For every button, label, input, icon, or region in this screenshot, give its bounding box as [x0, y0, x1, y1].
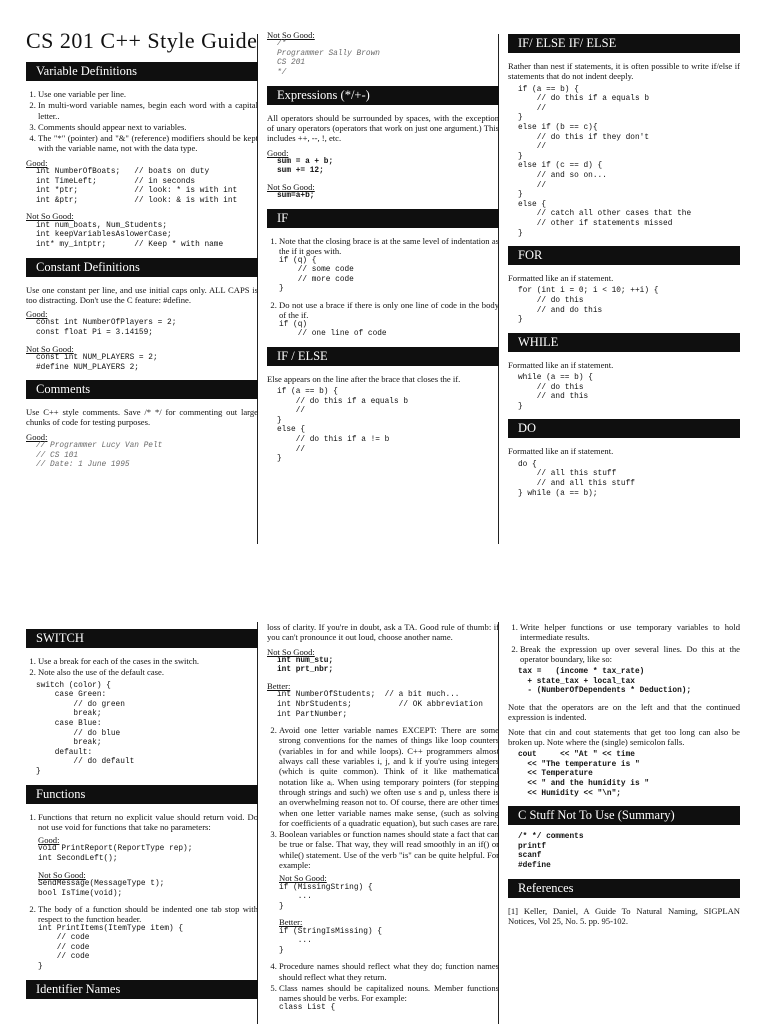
- section-heading-variable-definitions: Variable Definitions: [26, 62, 258, 81]
- not-so-good-label: Not So Good:: [26, 211, 74, 222]
- paragraph: All operators should be surrounded by spaces, with the exception of unary operators (operators that work on just one argument.) This includes ++, --, !, etc.: [267, 112, 499, 144]
- section-heading-do: DO: [508, 419, 740, 438]
- not-so-good-label: Not So Good:: [267, 646, 315, 657]
- section-heading-comments: Comments: [26, 380, 258, 399]
- column-3-top: [508, 30, 740, 504]
- switch-rules: [26, 656, 258, 678]
- paragraph: Note that the operators are on the left and that the continued expression is indented.: [508, 701, 740, 723]
- section-heading-identifier-names: Identifier Names: [26, 980, 258, 999]
- code-block: const int NUM_PLAYERS = 2; #define NUM_PLAYERS 2;: [36, 353, 158, 372]
- code-block: if (StringIsMissing) { ... }: [279, 927, 382, 955]
- section-heading-while: WHILE: [508, 333, 740, 352]
- rule-item: [38, 904, 258, 973]
- long-line-rules: [508, 622, 740, 664]
- good-label: Good:: [26, 157, 48, 168]
- rule-text: The body of a function should be indented one tab stop with respect to the function header.: [38, 904, 258, 925]
- rule-item: 4. Procedure names should reflect what they do; function names should reflect what they return.: [279, 961, 499, 982]
- not-so-good-label: Not So Good:: [38, 869, 86, 880]
- column-1-top: [26, 28, 258, 476]
- good-label: Good:: [38, 835, 60, 846]
- section-heading-expressions: Expressions (*/+-): [267, 86, 499, 105]
- code-block: sum = a + b; sum += 12;: [277, 157, 334, 176]
- section-heading-constant-definitions: Constant Definitions: [26, 258, 258, 277]
- paragraph: Formatted like an if statement.: [508, 273, 614, 284]
- rule-item: 4. The "*" (pointer) and "&" (reference) modifiers should be kept with the variable name, not with the data type.: [38, 133, 258, 154]
- column-2-top: [267, 30, 499, 470]
- code-block: /* Programmer Sally Brown CS 201 */: [277, 40, 380, 78]
- rule-item: [279, 300, 499, 340]
- section-heading-references: References: [508, 879, 740, 898]
- code-block: do { // all this stuff // and all this stuff } while (a == b);: [518, 460, 635, 498]
- paragraph: Else appears on the line after the brace that closes the if.: [267, 373, 461, 384]
- rule-text: Do not use a brace if there is only one line of code in the body of the if.: [279, 299, 499, 321]
- column-2-bottom: [267, 622, 499, 1018]
- code-block: int NumberOfBoats; // boats on duty int TimeLeft; // in seconds int *ptr; // look: * is with int int &ptr; // look: & is with int: [36, 168, 238, 205]
- code-block: switch (color) { case Green: // do green break; case Blue: // do blue break; default: // do default }: [36, 681, 135, 776]
- code-block: while (a == b) { // do this // and this }: [518, 374, 593, 411]
- rule-item: 2. In multi-word variable names, begin each word with a capital letter..: [38, 100, 258, 121]
- code-block: if (MissingString) { ... }: [279, 883, 373, 911]
- code-block: int num_stu; int prt_nbr;: [277, 656, 334, 675]
- code-block: for (int i = 0; i < 10; ++i) { // do this // and do this }: [518, 287, 659, 325]
- rule-item: [279, 236, 499, 295]
- code-block: SendMessage(MessageType t); bool IsTime(void);: [38, 879, 165, 898]
- good-label: Good:: [267, 147, 289, 158]
- code-block: int PrintItems(ItemType item) { // code // code // code }: [38, 924, 184, 972]
- code-block: if (q) { // some code // more code }: [279, 256, 354, 294]
- code-block: void PrintReport(ReportType rep); int SecondLeft();: [38, 845, 193, 864]
- rule-text: Boolean variables or function names should state a fact that can be true or false. That way, they will read smoothly in an if() or while() statement. Use of the verb "is" can be quite helpful. For example:: [279, 829, 499, 871]
- rule-item: [38, 812, 258, 900]
- rule-item: 2. Avoid one letter variable names EXCEPT: There are some strong conventions for the names of things like loop counters (variables in for and while loops). C++ programmers almost always call these variables i, j, and k if you're using integers (which is quite common). Think of it like mathematical notation like aᵢ. When using temporary pointers (for stepping through strings and such) we often use s and p, unless there is an overwhelming reason not to. Of course, there are other times when one letter variable names make sense, (such as solving for coefficients of a quadratic equation), but such cases are rare.: [279, 725, 499, 828]
- rule-text: Class names should be capitalized nouns. Member functions names should be verbs. For example:: [279, 983, 499, 1004]
- good-label: Good:: [26, 431, 48, 442]
- not-so-good-label: Not So Good:: [279, 873, 327, 884]
- better-label: Better:: [267, 681, 291, 692]
- rule-item: 1. Use a break for each of the cases in the switch.: [38, 656, 258, 666]
- code-block: sum=a+b;: [277, 192, 315, 201]
- paragraph: Note that cin and cout statements that get too long can also be broken up. Note where the (single) semicolon falls.: [508, 726, 740, 747]
- variable-rules: [26, 89, 258, 154]
- if-rules: [267, 236, 499, 340]
- code-block: if (q) // one line of code: [279, 320, 387, 339]
- rule-text: Functions that return no explicit value should return void. Do not use void for functions that take no parameters:: [38, 811, 258, 832]
- paragraph: Use one constant per line, and use initial caps only. ALL CAPS is too distracting. Don't use the C feature: #define.: [26, 284, 258, 305]
- rule-item: [279, 983, 499, 1013]
- not-so-good-label: Not So Good:: [26, 343, 74, 354]
- section-heading-functions: Functions: [26, 785, 258, 804]
- section-heading-if: IF: [267, 209, 499, 228]
- paragraph: Use C++ style comments. Save /* */ for commenting out large chunks of code for testing purposes.: [26, 407, 258, 428]
- section-heading-if-else: IF / ELSE: [267, 347, 499, 366]
- code-block: cout << "At " << time << "The temperature is " << Temperature << " and the humidity is " << Humidity << "\n";: [518, 751, 650, 798]
- function-rules: [26, 812, 258, 973]
- code-block: /* */ comments printf scanf #define: [518, 833, 584, 870]
- rule-item: [279, 829, 499, 956]
- column-3-bottom: [508, 622, 740, 930]
- column-1-bottom: [26, 622, 258, 1007]
- rule-item: 3. Comments should appear next to variables.: [38, 122, 258, 132]
- paragraph: Formatted like an if statement.: [508, 359, 614, 370]
- rule-item: 2. Note also the use of the default case.: [38, 667, 258, 677]
- page-title: CS 201 C++ Style Guide: [26, 28, 258, 53]
- code-block: int num_boats, Num_Students; int keepVariablesAslowerCase; int* my_intptr; // Keep * with name: [36, 221, 224, 249]
- better-label: Better:: [279, 917, 303, 928]
- code-block: class List {: [279, 1003, 336, 1012]
- paragraph: loss of clarity. If you're in doubt, ask a TA. Good rule of thumb: if you can't pronounce it out loud, choose another name.: [267, 622, 499, 643]
- code-block: if (a == b) { // do this if a equals b // } else if (b == c){ // do this if they don't // } else if (c == d) { // and so on... // } else { // catch all other cases that the // other if statements missed }: [518, 85, 692, 238]
- section-heading-for: FOR: [508, 246, 740, 265]
- code-block: tax = (income * tax_rate) + state_tax + local_tax - (NumberOfDependents * Deduction);: [518, 668, 692, 696]
- rule-item: 2. Break the expression up over several lines. Do this at the operator boundary, like so:: [520, 644, 740, 665]
- section-heading-c-stuff: C Stuff Not To Use (Summary): [508, 806, 740, 825]
- rule-item: 1. Write helper functions or use temporary variables to hold intermediate results.: [520, 622, 740, 643]
- code-block: if (a == b) { // do this if a equals b // } else { // do this if a != b // }: [277, 387, 409, 464]
- reference-item: [1] Keller, Daniel, A Guide To Natural Naming, SIGPLAN Notices, Vol 25, No. 5. pp. 95-102.: [508, 905, 740, 926]
- paragraph: Rather than nest if statements, it is often possible to write if/else if statements that do not indent deeply.: [508, 61, 740, 82]
- code-block: // Programmer Lucy Van Pelt // CS 101 // Date: 1 June 1995: [36, 441, 163, 470]
- rule-item: 1. Use one variable per line.: [38, 89, 258, 99]
- identifier-rules: [267, 725, 499, 1013]
- rule-text: Note that the closing brace is at the same level of indentation as the if it goes with.: [279, 235, 499, 257]
- not-so-good-label: Not So Good:: [267, 182, 315, 193]
- code-block: int NumberOfStudents; // a bit much... int NbrStudents; // OK abbreviation int PartNumber;: [277, 691, 483, 719]
- good-label: Good:: [26, 309, 48, 320]
- section-heading-switch: SWITCH: [26, 629, 258, 648]
- section-heading-if-else-if: IF/ ELSE IF/ ELSE: [508, 34, 740, 53]
- not-so-good-label: Not So Good:: [267, 30, 315, 40]
- paragraph: Formatted like an if statement.: [508, 446, 614, 457]
- code-block: const int NumberOfPlayers = 2; const float Pi = 3.14159;: [36, 319, 177, 338]
